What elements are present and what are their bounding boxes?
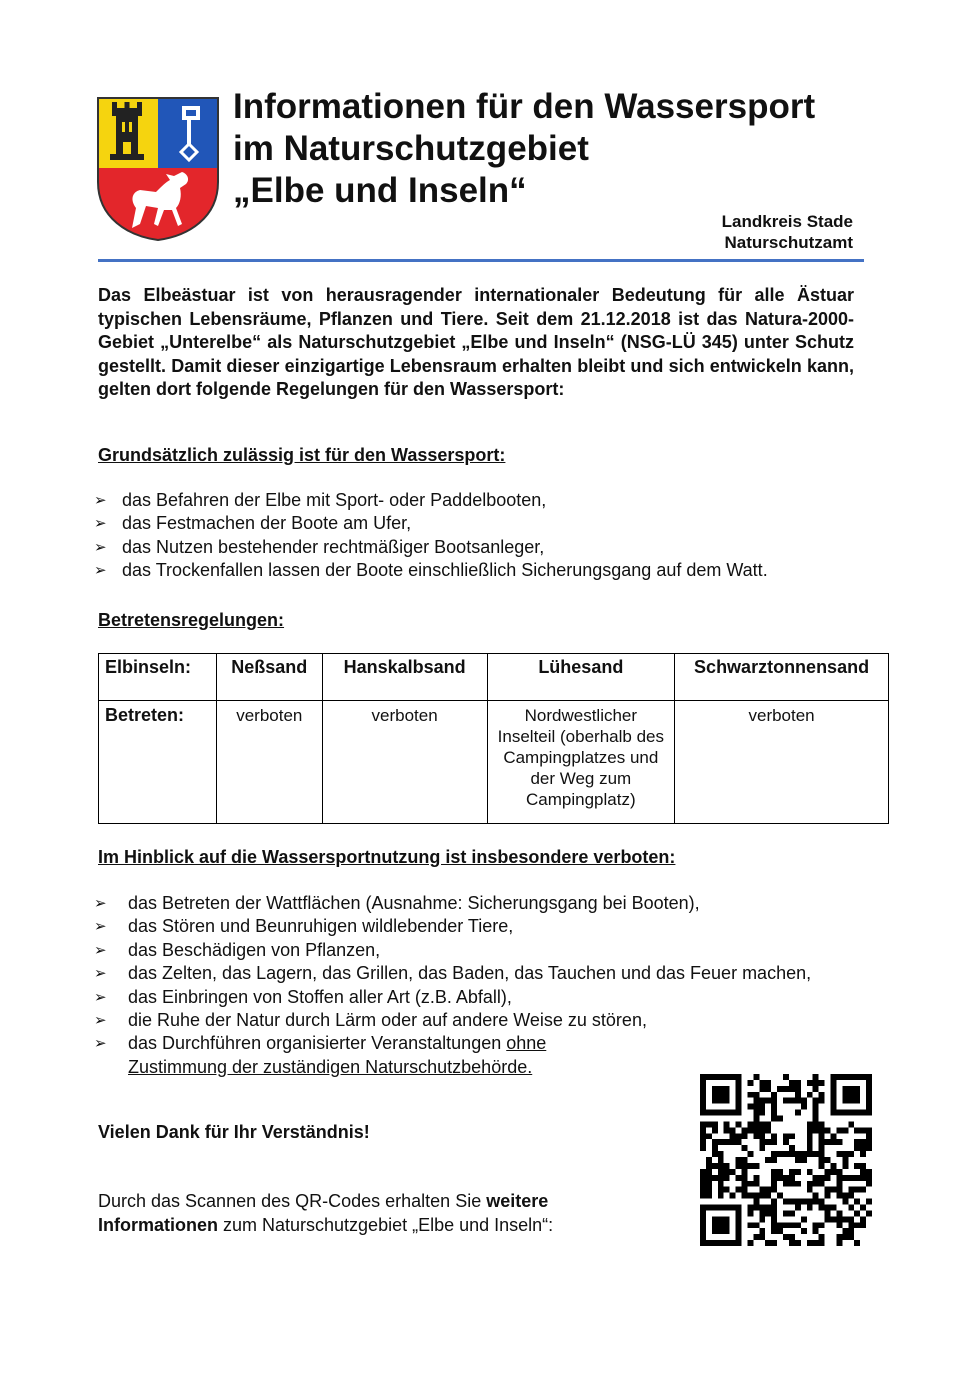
list-item: ➢ das Zelten, das Lagern, das Grillen, das Baden, das Tauchen und das Feuer machen,	[94, 962, 814, 985]
table-cell: Schwarztonnensand	[675, 654, 889, 701]
arrow-bullet-icon: ➢	[94, 941, 107, 959]
arrow-bullet-icon: ➢	[94, 515, 107, 533]
arrow-bullet-icon: ➢	[94, 1012, 107, 1030]
title-line-2: im Naturschutzgebiet	[233, 129, 589, 168]
table-cell: verboten	[322, 701, 487, 824]
arrow-bullet-icon: ➢	[94, 965, 107, 983]
allowed-heading: Grundsätzlich zulässig ist für den Wassersport:	[98, 445, 506, 465]
table-cell: Betreten:	[99, 701, 217, 824]
underlined-condition: ohne Zustimmung der zuständigen Naturschutzbehörde.	[128, 1033, 547, 1077]
qr-code-icon	[700, 1074, 872, 1246]
table-cell: Lühesand	[487, 654, 675, 701]
district-coat-of-arms-icon	[96, 96, 220, 242]
access-heading: Betretensregelungen:	[98, 610, 285, 630]
table-cell: Nordwestlicher Inselteil (oberhalb des Campingplatzes und der Weg zum Campingplatz)	[487, 701, 675, 824]
list-item: ➢ das Einbringen von Stoffen aller Art (z.B. Abfall),	[94, 986, 814, 1009]
list-item: ➢ das Trockenfallen lassen der Boote einschließlich Sicherungsgang auf dem Watt.	[94, 559, 768, 582]
arrow-bullet-icon: ➢	[94, 538, 107, 556]
list-item: ➢ das Festmachen der Boote am Ufer,	[94, 512, 768, 535]
agency-office: Naturschutzamt	[724, 233, 853, 252]
table-cell: verboten	[675, 701, 889, 824]
table-cell: verboten	[216, 701, 322, 824]
intro-paragraph: Das Elbeästuar ist von herausragender internationaler Bedeutung für alle Ästuar typischen Lebensräume, Pflanzen und Tiere. Seit dem 21.12.2018 ist das Natura-2000-Gebiet „Unterelbe“ als Naturschutzgebiet „Elbe und Inseln“ (NSG-LÜ 345) unter Schutz gestellt. Damit dieser einzigartige Lebensraum erhalten bleibt und sich entwickeln kann, gelten dort folgende Regelungen für den Wassersport:	[98, 285, 854, 400]
page-title	[233, 86, 873, 212]
arrow-bullet-icon: ➢	[94, 988, 107, 1006]
list-item: ➢ das Betreten der Wattflächen (Ausnahme: Sicherungsgang bei Booten),	[94, 892, 814, 915]
agency-district: Landkreis Stade	[721, 212, 853, 231]
thank-you-note: Vielen Dank für Ihr Verständnis!	[98, 1122, 370, 1142]
table-cell: Hanskalbsand	[322, 654, 487, 701]
title-line-3: „Elbe und Inseln“	[233, 171, 527, 210]
access-rules-table	[98, 653, 889, 824]
issuing-agency	[722, 211, 853, 253]
arrow-bullet-icon: ➢	[94, 492, 107, 509]
list-item: ➢ die Ruhe der Natur durch Lärm oder auf andere Weise zu stören,	[94, 1009, 814, 1032]
forbidden-heading: Im Hinblick auf die Wassersportnutzung ist insbesondere verboten:	[98, 847, 676, 867]
forbidden-list	[94, 892, 814, 1079]
arrow-bullet-icon: ➢	[94, 1035, 107, 1053]
list-item: ➢ das Durchführen organisierter Veranstaltungen ohne Zustimmung der zuständigen Naturschutzbehörde.	[94, 1033, 547, 1077]
arrow-bullet-icon: ➢	[94, 562, 107, 580]
allowed-list	[94, 489, 768, 583]
list-item: ➢ das Stören und Beunruhigen wildlebender Tiere,	[94, 915, 814, 938]
arrow-bullet-icon: ➢	[94, 918, 107, 936]
list-item: ➢ das Beschädigen von Pflanzen,	[94, 939, 814, 962]
arrow-bullet-icon: ➢	[94, 895, 107, 912]
table-row	[99, 701, 889, 824]
table-cell: Neßsand	[216, 654, 322, 701]
list-item: ➢ das Nutzen bestehender rechtmäßiger Bootsanleger,	[94, 536, 768, 559]
list-item: ➢ das Befahren der Elbe mit Sport- oder Paddelbooten,	[94, 489, 768, 512]
qr-info-text: Durch das Scannen des QR-Codes erhalten Sie weitere Informationen zum Naturschutzgebiet „Elbe und Inseln“:	[98, 1191, 554, 1235]
header-divider	[98, 259, 864, 262]
table-header-row	[99, 654, 889, 701]
table-cell: Elbinseln:	[99, 654, 217, 701]
title-line-1: Informationen für den Wassersport	[233, 87, 816, 126]
